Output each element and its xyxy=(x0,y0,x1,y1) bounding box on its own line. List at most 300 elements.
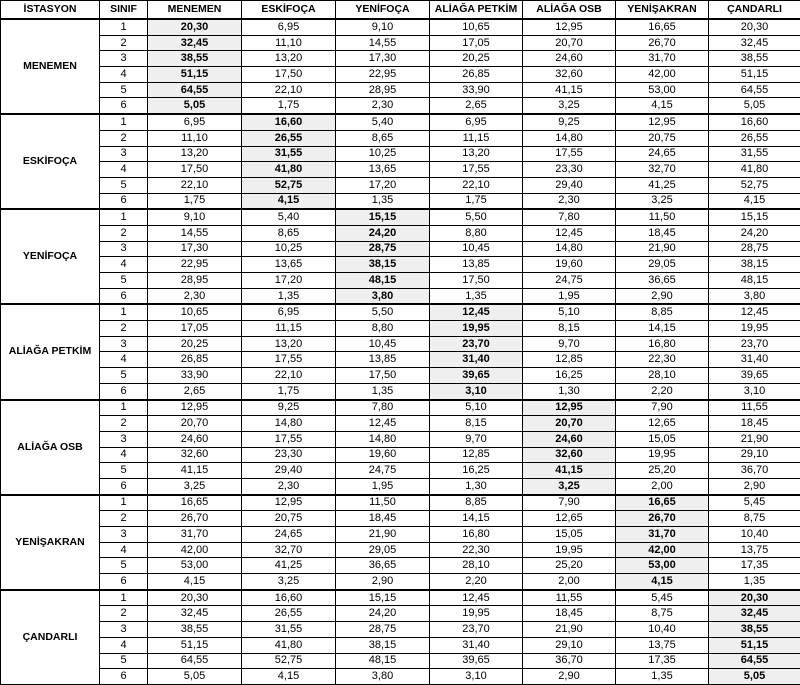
fare-cell: 1,35 xyxy=(242,288,336,304)
fare-cell: 22,10 xyxy=(148,177,242,193)
fare-cell: 41,80 xyxy=(709,162,800,178)
fare-cell: 9,25 xyxy=(523,114,616,130)
fare-cell: 13,85 xyxy=(430,257,523,273)
table-row xyxy=(1,177,800,193)
class-cell: 1 xyxy=(100,19,148,35)
fare-cell: 3,80 xyxy=(336,288,430,304)
fare-cell: 13,20 xyxy=(430,146,523,162)
fare-cell: 20,30 xyxy=(709,590,800,606)
fare-cell: 31,40 xyxy=(430,637,523,653)
fare-cell: 1,35 xyxy=(616,669,709,685)
table-row xyxy=(1,368,800,384)
fare-cell: 12,95 xyxy=(616,114,709,130)
class-cell: 4 xyxy=(100,542,148,558)
class-cell: 2 xyxy=(100,35,148,51)
class-cell: 1 xyxy=(100,114,148,130)
fare-cell: 11,15 xyxy=(430,130,523,146)
table-row xyxy=(1,495,800,511)
header-yenifoca: YENİFOÇA xyxy=(336,1,430,20)
class-cell: 2 xyxy=(100,511,148,527)
fare-cell: 14,80 xyxy=(336,431,430,447)
fare-cell: 26,85 xyxy=(430,67,523,83)
fare-cell: 8,75 xyxy=(616,606,709,622)
fare-cell: 11,55 xyxy=(709,400,800,416)
class-cell: 5 xyxy=(100,653,148,669)
class-cell: 5 xyxy=(100,463,148,479)
fare-cell: 24,75 xyxy=(523,273,616,289)
fare-cell: 20,30 xyxy=(148,590,242,606)
fare-cell: 20,70 xyxy=(523,416,616,432)
table-row xyxy=(1,82,800,98)
fare-cell: 28,95 xyxy=(336,82,430,98)
fare-cell: 12,95 xyxy=(242,495,336,511)
station-name: ESKİFOÇA xyxy=(1,114,100,209)
fare-cell: 29,10 xyxy=(523,637,616,653)
class-cell: 6 xyxy=(100,98,148,114)
fare-cell: 36,70 xyxy=(709,463,800,479)
table-row xyxy=(1,273,800,289)
fare-cell: 5,45 xyxy=(616,590,709,606)
table-row xyxy=(1,19,800,35)
fare-cell: 42,00 xyxy=(616,67,709,83)
fare-cell: 23,30 xyxy=(242,447,336,463)
fare-cell: 20,70 xyxy=(148,416,242,432)
fare-cell: 31,55 xyxy=(709,146,800,162)
class-cell: 5 xyxy=(100,82,148,98)
fare-cell: 14,80 xyxy=(523,130,616,146)
fare-cell: 64,55 xyxy=(709,653,800,669)
fare-cell: 17,50 xyxy=(430,273,523,289)
class-cell: 3 xyxy=(100,527,148,543)
fare-cell: 16,80 xyxy=(616,336,709,352)
fare-cell: 4,15 xyxy=(709,193,800,209)
fare-cell: 8,85 xyxy=(616,304,709,320)
class-cell: 4 xyxy=(100,162,148,178)
fare-cell: 21,90 xyxy=(336,527,430,543)
fare-cell: 41,80 xyxy=(242,162,336,178)
fare-cell: 24,20 xyxy=(336,606,430,622)
fare-cell: 38,15 xyxy=(336,637,430,653)
fare-cell: 22,95 xyxy=(148,257,242,273)
fare-cell: 1,95 xyxy=(336,478,430,494)
table-row xyxy=(1,51,800,67)
fare-cell: 3,25 xyxy=(523,478,616,494)
fare-cell: 20,75 xyxy=(616,130,709,146)
fare-cell: 38,15 xyxy=(709,257,800,273)
fare-cell: 16,80 xyxy=(430,527,523,543)
fare-cell: 8,65 xyxy=(336,130,430,146)
fare-cell: 6,95 xyxy=(430,114,523,130)
fare-cell: 21,90 xyxy=(523,622,616,638)
fare-cell: 16,25 xyxy=(430,463,523,479)
fare-cell: 3,25 xyxy=(523,98,616,114)
fare-cell: 2,30 xyxy=(336,98,430,114)
fare-cell: 26,70 xyxy=(616,511,709,527)
fare-cell: 41,25 xyxy=(616,177,709,193)
fare-cell: 17,20 xyxy=(336,177,430,193)
fare-cell: 12,85 xyxy=(430,447,523,463)
fare-cell: 2,30 xyxy=(148,288,242,304)
fare-cell: 13,75 xyxy=(616,637,709,653)
fare-cell: 15,05 xyxy=(523,527,616,543)
fare-cell: 26,85 xyxy=(148,352,242,368)
class-cell: 1 xyxy=(100,400,148,416)
fare-cell: 38,55 xyxy=(148,622,242,638)
class-cell: 5 xyxy=(100,368,148,384)
table-row xyxy=(1,669,800,685)
fare-cell: 5,10 xyxy=(523,304,616,320)
fare-cell: 51,15 xyxy=(709,637,800,653)
fare-cell: 8,80 xyxy=(336,321,430,337)
fare-cell: 41,15 xyxy=(148,463,242,479)
fare-cell: 1,75 xyxy=(148,193,242,209)
fare-cell: 26,55 xyxy=(242,606,336,622)
fare-cell: 1,75 xyxy=(430,193,523,209)
table-row xyxy=(1,383,800,399)
fare-cell: 12,65 xyxy=(616,416,709,432)
fare-cell: 2,90 xyxy=(336,574,430,590)
header-row xyxy=(1,1,800,20)
fare-cell: 64,55 xyxy=(709,82,800,98)
table-row xyxy=(1,35,800,51)
table-row xyxy=(1,67,800,83)
class-cell: 6 xyxy=(100,193,148,209)
fare-cell: 20,30 xyxy=(709,19,800,35)
fare-cell: 11,55 xyxy=(523,590,616,606)
class-cell: 3 xyxy=(100,241,148,257)
fare-cell: 24,65 xyxy=(616,146,709,162)
fare-cell: 28,10 xyxy=(616,368,709,384)
fare-cell: 18,45 xyxy=(523,606,616,622)
fare-cell: 4,15 xyxy=(616,574,709,590)
fare-cell: 16,65 xyxy=(616,19,709,35)
fare-cell: 18,45 xyxy=(336,511,430,527)
fare-cell: 42,00 xyxy=(148,542,242,558)
fare-cell: 14,80 xyxy=(523,241,616,257)
fare-cell: 24,20 xyxy=(336,225,430,241)
class-cell: 1 xyxy=(100,304,148,320)
table-row xyxy=(1,162,800,178)
fare-cell: 7,80 xyxy=(523,209,616,225)
fare-cell: 22,30 xyxy=(430,542,523,558)
header-eskifoca: ESKİFOÇA xyxy=(242,1,336,20)
fare-cell: 29,05 xyxy=(336,542,430,558)
fare-cell: 15,15 xyxy=(336,209,430,225)
fare-cell: 24,20 xyxy=(709,225,800,241)
header-yenisakran: YENİŞAKRAN xyxy=(616,1,709,20)
fare-cell: 10,45 xyxy=(430,241,523,257)
fare-cell: 5,05 xyxy=(709,669,800,685)
fare-cell: 32,70 xyxy=(242,542,336,558)
fare-cell: 33,90 xyxy=(430,82,523,98)
table-row xyxy=(1,431,800,447)
table-row xyxy=(1,400,800,416)
table-row xyxy=(1,542,800,558)
class-cell: 4 xyxy=(100,257,148,273)
header-class: SINIF xyxy=(100,1,148,20)
fare-cell: 20,70 xyxy=(523,35,616,51)
fare-cell: 6,95 xyxy=(148,114,242,130)
table-row xyxy=(1,511,800,527)
fare-cell: 28,75 xyxy=(336,241,430,257)
table-row xyxy=(1,257,800,273)
fare-cell: 53,00 xyxy=(616,558,709,574)
fare-cell: 48,15 xyxy=(336,273,430,289)
fare-cell: 26,70 xyxy=(616,35,709,51)
fare-cell: 12,45 xyxy=(430,590,523,606)
fare-cell: 8,75 xyxy=(709,511,800,527)
fare-cell: 16,60 xyxy=(242,114,336,130)
fare-cell: 9,10 xyxy=(336,19,430,35)
fare-cell: 5,50 xyxy=(430,209,523,225)
station-name: ALİAĞA PETKİM xyxy=(1,304,100,399)
fare-cell: 7,80 xyxy=(336,400,430,416)
fare-cell: 22,95 xyxy=(336,67,430,83)
header-aliaga-petkim: ALİAĞA PETKİM xyxy=(430,1,523,20)
class-cell: 1 xyxy=(100,590,148,606)
fare-cell: 2,65 xyxy=(148,383,242,399)
table-row xyxy=(1,209,800,225)
fare-cell: 2,20 xyxy=(616,383,709,399)
fare-cell: 32,45 xyxy=(148,606,242,622)
fare-cell: 4,15 xyxy=(242,669,336,685)
class-cell: 6 xyxy=(100,669,148,685)
fare-cell: 32,60 xyxy=(523,447,616,463)
fare-cell: 31,55 xyxy=(242,622,336,638)
fare-cell: 22,10 xyxy=(242,82,336,98)
station-name: YENİFOÇA xyxy=(1,209,100,304)
class-cell: 5 xyxy=(100,177,148,193)
class-cell: 3 xyxy=(100,622,148,638)
fare-cell: 1,35 xyxy=(336,193,430,209)
table-row xyxy=(1,637,800,653)
fare-cell: 19,60 xyxy=(523,257,616,273)
fare-cell: 32,60 xyxy=(523,67,616,83)
fare-cell: 32,70 xyxy=(616,162,709,178)
fare-cell: 2,00 xyxy=(523,574,616,590)
fare-cell: 13,85 xyxy=(336,352,430,368)
fare-cell: 26,55 xyxy=(242,130,336,146)
fare-cell: 17,35 xyxy=(616,653,709,669)
fare-cell: 5,05 xyxy=(148,669,242,685)
table-row xyxy=(1,606,800,622)
fare-cell: 48,15 xyxy=(709,273,800,289)
fare-cell: 12,95 xyxy=(148,400,242,416)
fare-cell: 31,70 xyxy=(616,51,709,67)
station-name: ALİAĞA OSB xyxy=(1,400,100,495)
fare-cell: 25,20 xyxy=(523,558,616,574)
fare-cell: 2,00 xyxy=(616,478,709,494)
fare-cell: 21,90 xyxy=(709,431,800,447)
header-aliaga-osb: ALİAĞA OSB xyxy=(523,1,616,20)
fare-cell: 52,75 xyxy=(242,653,336,669)
fare-cell: 9,25 xyxy=(242,400,336,416)
fare-cell: 7,90 xyxy=(616,400,709,416)
fare-cell: 1,75 xyxy=(242,383,336,399)
fare-cell: 1,35 xyxy=(709,574,800,590)
fare-cell: 52,75 xyxy=(709,177,800,193)
fare-cell: 14,55 xyxy=(336,35,430,51)
fare-cell: 17,55 xyxy=(430,162,523,178)
fare-cell: 52,75 xyxy=(242,177,336,193)
fare-cell: 16,25 xyxy=(523,368,616,384)
fare-cell: 17,05 xyxy=(148,321,242,337)
table-row xyxy=(1,527,800,543)
fare-cell: 1,75 xyxy=(242,98,336,114)
table-row xyxy=(1,225,800,241)
fare-cell: 11,10 xyxy=(242,35,336,51)
fare-cell: 39,65 xyxy=(430,368,523,384)
fare-cell: 12,45 xyxy=(523,225,616,241)
fare-cell: 19,95 xyxy=(616,447,709,463)
fare-cell: 28,75 xyxy=(336,622,430,638)
class-cell: 2 xyxy=(100,225,148,241)
fare-cell: 29,05 xyxy=(616,257,709,273)
table-header xyxy=(1,1,800,20)
fare-cell: 5,05 xyxy=(709,98,800,114)
fare-cell: 11,50 xyxy=(616,209,709,225)
fare-cell: 31,70 xyxy=(616,527,709,543)
fare-cell: 1,30 xyxy=(430,478,523,494)
fare-cell: 64,55 xyxy=(148,653,242,669)
fare-cell: 17,50 xyxy=(242,67,336,83)
fare-cell: 17,55 xyxy=(242,352,336,368)
fare-cell: 2,90 xyxy=(616,288,709,304)
class-cell: 2 xyxy=(100,416,148,432)
fare-cell: 20,25 xyxy=(430,51,523,67)
fare-cell: 38,55 xyxy=(709,51,800,67)
fare-cell: 31,40 xyxy=(430,352,523,368)
fare-cell: 51,15 xyxy=(148,637,242,653)
class-cell: 6 xyxy=(100,288,148,304)
fare-cell: 12,45 xyxy=(430,304,523,320)
fare-cell: 16,65 xyxy=(616,495,709,511)
table-row xyxy=(1,146,800,162)
fare-cell: 4,15 xyxy=(242,193,336,209)
fare-cell: 13,20 xyxy=(148,146,242,162)
fare-cell: 17,30 xyxy=(148,241,242,257)
fare-cell: 1,30 xyxy=(523,383,616,399)
class-cell: 5 xyxy=(100,273,148,289)
fare-cell: 1,95 xyxy=(523,288,616,304)
class-cell: 6 xyxy=(100,383,148,399)
fare-cell: 24,60 xyxy=(523,51,616,67)
fare-cell: 14,15 xyxy=(616,321,709,337)
fare-cell: 38,55 xyxy=(148,51,242,67)
class-cell: 1 xyxy=(100,209,148,225)
table-row xyxy=(1,574,800,590)
fare-cell: 23,70 xyxy=(430,622,523,638)
table-row xyxy=(1,622,800,638)
fare-cell: 3,25 xyxy=(616,193,709,209)
table-row xyxy=(1,463,800,479)
fare-cell: 51,15 xyxy=(709,67,800,83)
fare-cell: 9,70 xyxy=(523,336,616,352)
fare-cell: 8,15 xyxy=(430,416,523,432)
fare-cell: 19,60 xyxy=(336,447,430,463)
fare-cell: 23,70 xyxy=(430,336,523,352)
fare-cell: 12,95 xyxy=(523,400,616,416)
fare-cell: 5,45 xyxy=(709,495,800,511)
fare-cell: 22,30 xyxy=(616,352,709,368)
fare-cell: 31,55 xyxy=(242,146,336,162)
fare-cell: 10,40 xyxy=(616,622,709,638)
fare-cell: 20,25 xyxy=(148,336,242,352)
station-name: MENEMEN xyxy=(1,19,100,114)
table-row xyxy=(1,304,800,320)
fare-cell: 28,10 xyxy=(430,558,523,574)
fare-cell: 10,65 xyxy=(430,19,523,35)
class-cell: 6 xyxy=(100,478,148,494)
fare-cell: 29,40 xyxy=(523,177,616,193)
fare-cell: 26,55 xyxy=(709,130,800,146)
fare-cell: 11,10 xyxy=(148,130,242,146)
fare-cell: 13,75 xyxy=(709,542,800,558)
fare-cell: 39,65 xyxy=(430,653,523,669)
fare-cell: 42,00 xyxy=(616,542,709,558)
fare-cell: 2,90 xyxy=(709,478,800,494)
fare-cell: 41,80 xyxy=(242,637,336,653)
table-row xyxy=(1,114,800,130)
fare-cell: 53,00 xyxy=(148,558,242,574)
fare-cell: 14,80 xyxy=(242,416,336,432)
fare-cell: 4,15 xyxy=(148,574,242,590)
class-cell: 3 xyxy=(100,51,148,67)
fare-cell: 24,75 xyxy=(336,463,430,479)
fare-cell: 12,65 xyxy=(523,511,616,527)
fare-cell: 19,95 xyxy=(430,606,523,622)
fare-cell: 13,20 xyxy=(242,336,336,352)
fare-cell: 31,40 xyxy=(709,352,800,368)
fare-cell: 48,15 xyxy=(336,653,430,669)
fare-cell: 24,60 xyxy=(523,431,616,447)
fare-cell: 38,55 xyxy=(709,622,800,638)
fare-cell: 6,95 xyxy=(242,304,336,320)
fare-cell: 2,90 xyxy=(523,669,616,685)
fare-cell: 22,10 xyxy=(430,177,523,193)
fare-cell: 17,50 xyxy=(148,162,242,178)
fare-cell: 1,35 xyxy=(336,383,430,399)
fare-cell: 16,60 xyxy=(709,114,800,130)
fare-cell: 8,15 xyxy=(523,321,616,337)
class-cell: 4 xyxy=(100,67,148,83)
fare-cell: 41,15 xyxy=(523,463,616,479)
fare-cell: 38,15 xyxy=(336,257,430,273)
fare-cell: 11,15 xyxy=(242,321,336,337)
fare-cell: 4,15 xyxy=(616,98,709,114)
fare-cell: 3,25 xyxy=(242,574,336,590)
fare-cell: 29,10 xyxy=(709,447,800,463)
fare-cell: 23,30 xyxy=(523,162,616,178)
fare-cell: 5,40 xyxy=(242,209,336,225)
class-cell: 6 xyxy=(100,574,148,590)
fare-cell: 6,95 xyxy=(242,19,336,35)
fare-cell: 12,45 xyxy=(336,416,430,432)
fare-cell: 9,10 xyxy=(148,209,242,225)
fare-cell: 8,65 xyxy=(242,225,336,241)
fare-cell: 16,65 xyxy=(148,495,242,511)
fare-cell: 10,40 xyxy=(709,527,800,543)
fare-cell: 36,70 xyxy=(523,653,616,669)
fare-cell: 2,30 xyxy=(523,193,616,209)
fare-cell: 1,35 xyxy=(430,288,523,304)
fare-cell: 14,55 xyxy=(148,225,242,241)
fare-cell: 32,60 xyxy=(148,447,242,463)
fare-cell: 7,90 xyxy=(523,495,616,511)
fare-cell: 24,60 xyxy=(148,431,242,447)
fare-cell: 32,45 xyxy=(709,606,800,622)
fare-cell: 20,30 xyxy=(148,19,242,35)
